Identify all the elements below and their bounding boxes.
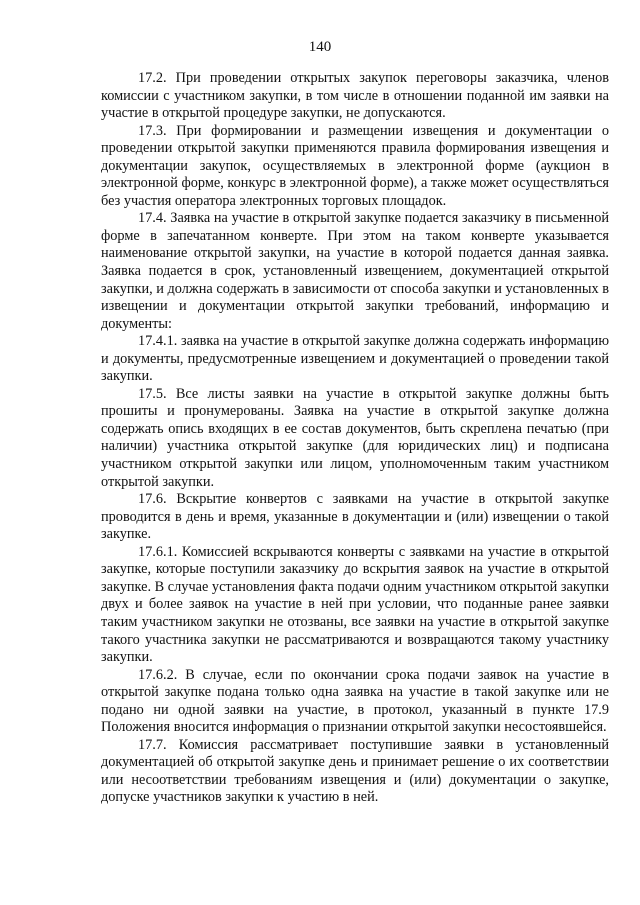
paragraph-17-5: 17.5. Все листы заявки на участие в открытой закупке должны быть прошиты и пронумерованы. Заявка на участие в открытой закупке должна содержать опись входящих в ее состав документов, быть скреплена печатью (при наличии) участника открытой закупке (для юридических лиц) и подписана участником открытой закупки или лицом, уполномоченным таким участником открытой закупки. [101, 385, 609, 490]
paragraph-17-2: 17.2. При проведении открытых закупок переговоры заказчика, членов комиссии с участником закупки, в том числе в отношении поданной им заявки на участие в открытой процедуре закупки, не допускаются. [101, 70, 609, 122]
page-number: 140 [308, 39, 332, 55]
paragraph-17-7: 17.7. Комиссия рассматривает поступившие заявки в установленный документацией об открытой закупке день и принимает решение о их соответствии или несоответствии требованиям извещения и (или) документации о закупке, допуске участников закупки к участию в ней. [101, 736, 609, 806]
paragraph-17-4: 17.4. Заявка на участие в открытой закупке подается заказчику в письменной форме в запечатанном конверте. При этом на таком конверте указывается наименование открытой закупки, на участие в которой подается данная заявка. Заявка подается в срок, установленный извещением, документацией открытой закупки, и должна содержать в зависимости от способа закупки и установленных в извещении и документации открытой закупки требований, информацию и документы: [101, 210, 609, 332]
paragraph-17-6-1: 17.6.1. Комиссией вскрываются конверты с заявками на участие в открытой закупке, которые поступили заказчику до вскрытия заявок на участие в открытой закупке. В случае установления факта подачи одним участником открытой закупки двух и более заявок на участие в ней при условии, что поданные ранее заявки таким участником закупки не отозваны, все заявки на участие в открытой закупке такого участника закупки не рассматриваются и возвращаются такому участнику закупки. [101, 543, 609, 666]
body-text [101, 70, 609, 807]
paragraph-17-6-2: 17.6.2. В случае, если по окончании срока подачи заявок на участие в открытой закупке подана только одна заявка на участие в такой закупке или не подано ни одной заявки на участие, в протокол, указанный в пункте 17.9 Положения вносится информация о признании открытой закупки несостоявшейся. [101, 666, 609, 736]
paragraph-17-4-1: 17.4.1. заявка на участие в открытой закупке должна содержать информацию и документы, предусмотренные извещением и документацией о проведении такой закупки. [101, 333, 609, 385]
paragraph-17-6: 17.6. Вскрытие конвертов с заявками на участие в открытой закупке проводится в день и время, указанные в документации и (или) извещении о такой закупке. [101, 491, 609, 543]
paragraph-17-3: 17.3. При формировании и размещении извещения и документации о проведении открытой закупки применяются правила формирования извещения и документации закупок, осуществляемых в электронной форме (аукцион в электронной форме, конкурс в электронной форме), а также может осуществляться без участия оператора электронных торговых площадок. [101, 122, 609, 209]
